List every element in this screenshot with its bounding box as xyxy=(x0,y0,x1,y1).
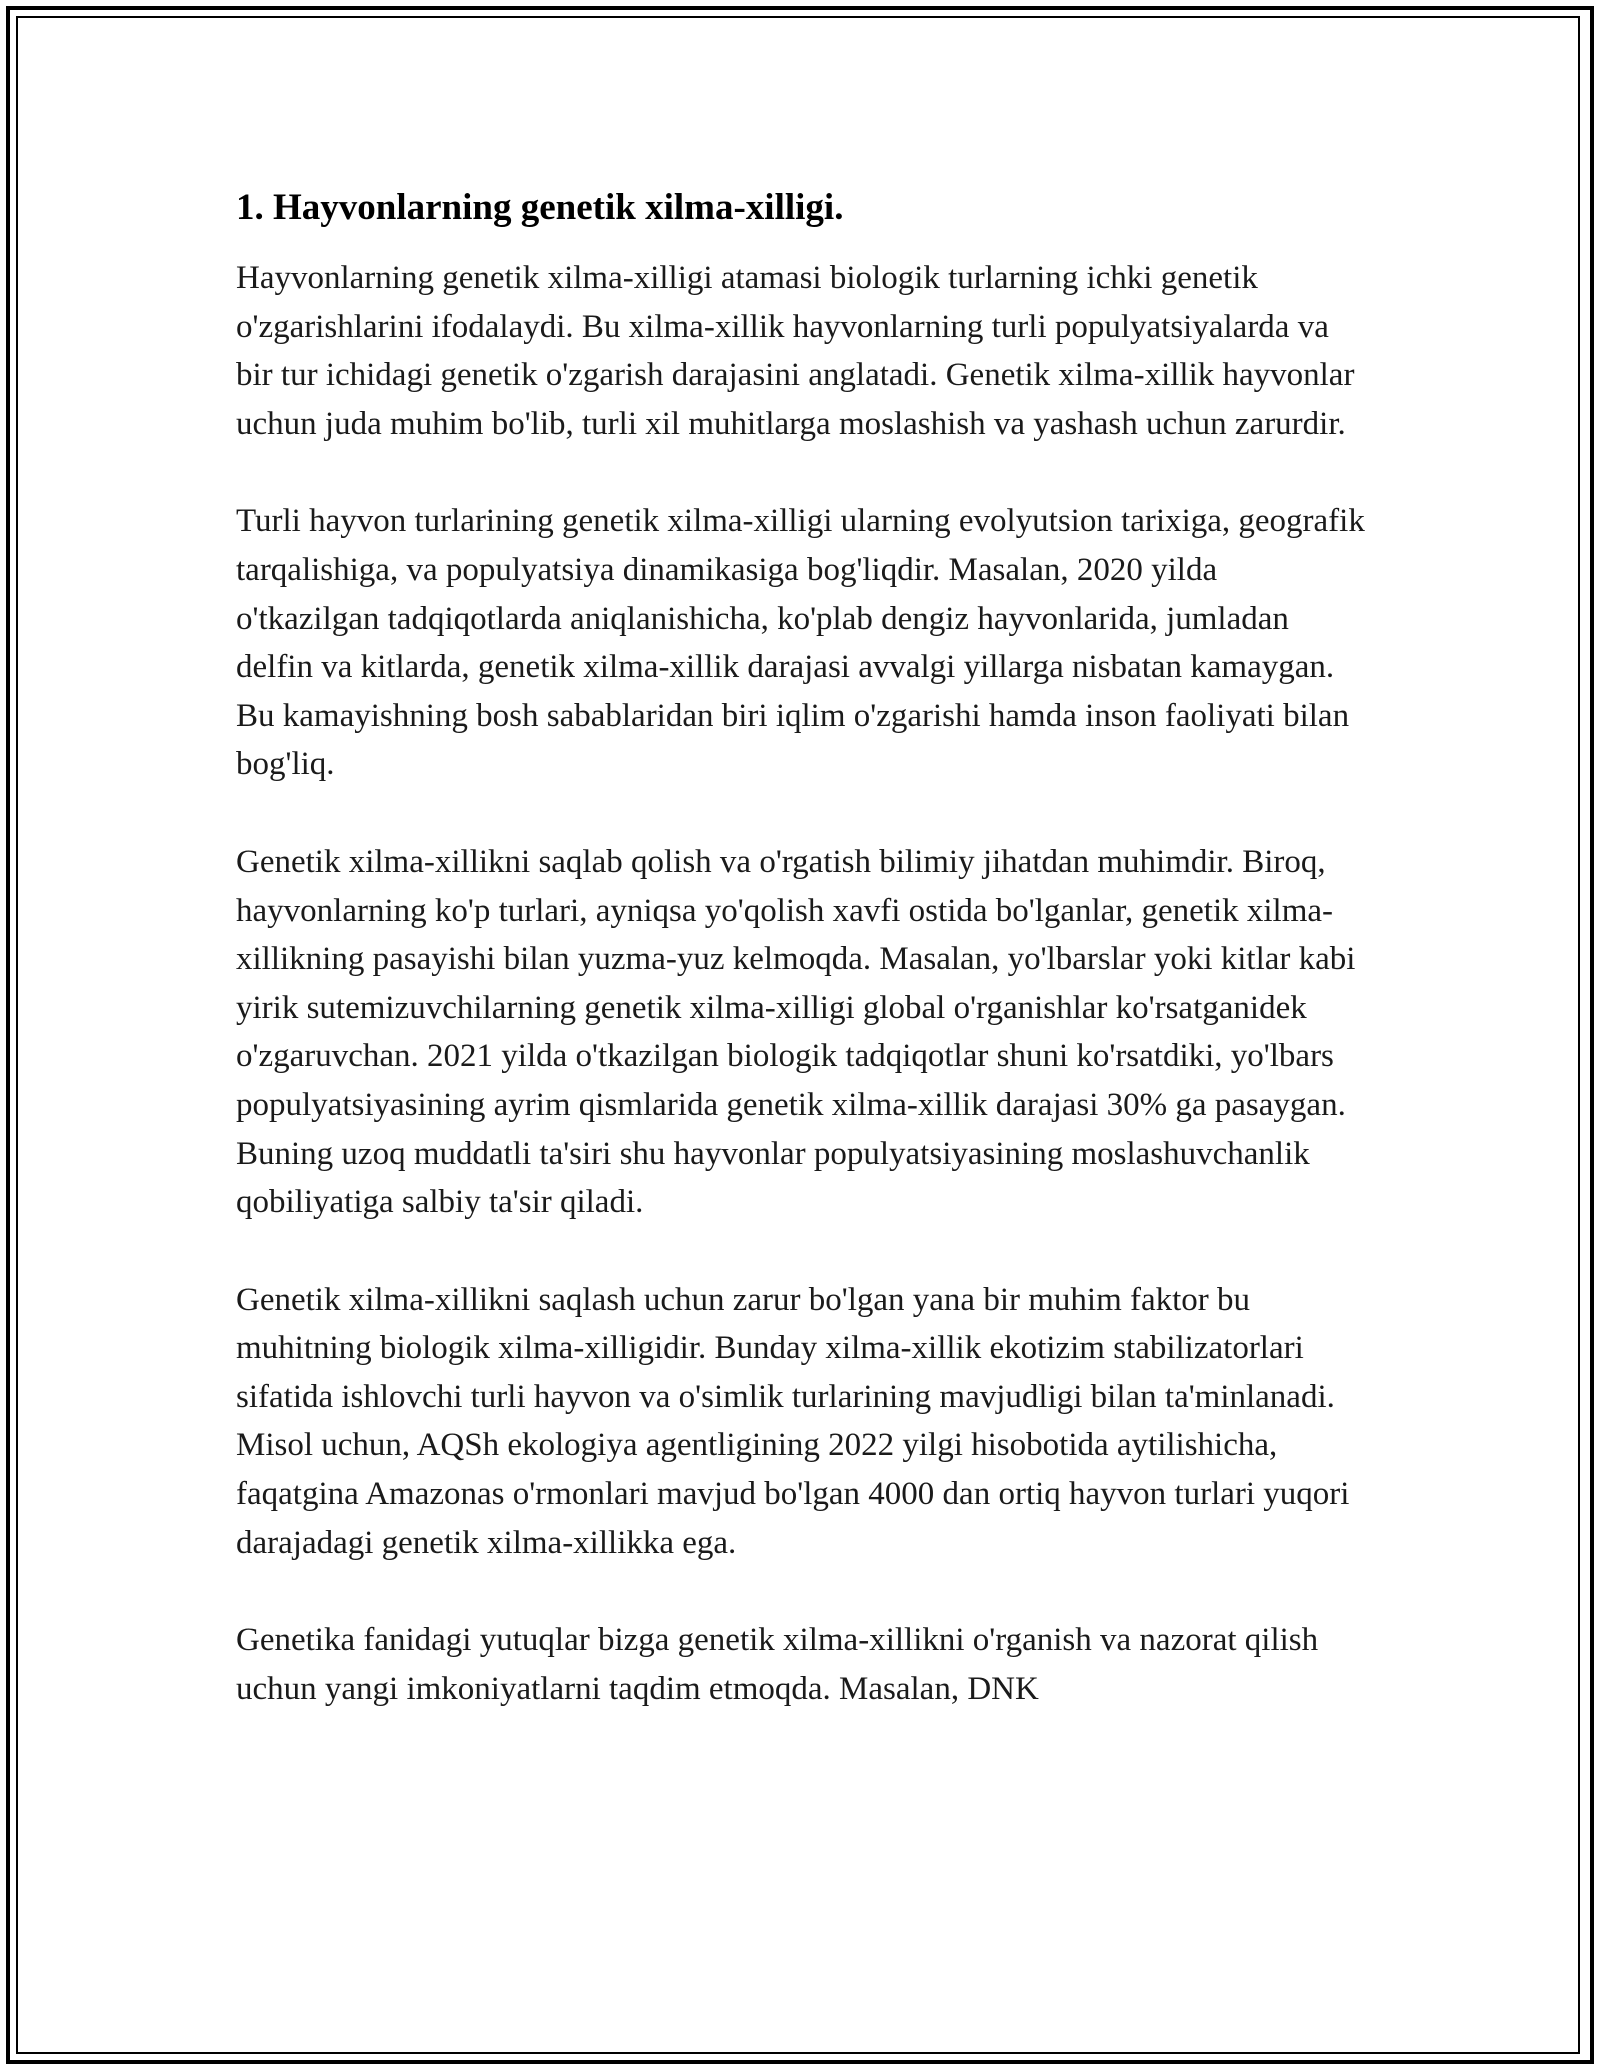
paragraph-5: Genetika fanidagi yutuqlar bizga genetik xilma-xillikni o'rganish va nazorat qilish uchun yangi imkoniyatlarni taqdim etmoqda. Masalan, DNK xyxy=(236,1622,1319,1707)
paragraph-3: Genetik xilma-xillikni saqlab qolish va o'rgatish bilimiy jihatdan muhimdir. Biroq, hayvonlarning ko'p turlari, ayniqsa yo'qolish xavfi ostida bo'lganlar, genetik xilma-xillikning pasayishi bilan yuzma-yuz kelmoqda. Masalan, yo'lbarslar yoki kitlar kabi yirik sutemizuvchilarning genetik xilma-xilligi global o'rganishlar ko'rsatganidek o'zgaruvchan. 2021 yilda o'tkazilgan biologik tadqiqotlar shuni ko'rsatdiki, yo'lbars populyatsiyasining ayrim qismlarida genetik xilma-xillik darajasi 30% ga pasaygan. Buning uzoq muddatli ta'siri shu hayvonlar populyatsiyasining moslashuvchanlik qobiliyatiga salbiy ta'sir qiladi. xyxy=(236,843,1356,1221)
document-body xyxy=(236,186,1366,1762)
paragraph-1: Hayvonlarning genetik xilma-xilligi atamasi biologik turlarning ichki genetik o'zgarishlarini ifodalaydi. Bu xilma-xillik hayvonlarning turli populyatsiyalarda va bir tur ichidagi genetik o'zgarish darajasini anglatadi. Genetik xilma-xillik hayvonlar uchun juda muhim bo'lib, turli xil muhitlarga moslashish va yashash uchun zarurdir. xyxy=(236,260,1355,442)
paragraph-2: Turli hayvon turlarining genetik xilma-xilligi ularning evolyutsion tarixiga, geografik tarqalishiga, va populyatsiya dinamikasiga bog'liqdir. Masalan, 2020 yilda o'tkazilgan tadqiqotlarda aniqlanishicha, ko'plab dengiz hayvonlarida, jumladan delfin va kitlarda, genetik xilma-xillik darajasi avvalgi yillarga nisbatan kamaygan. Bu kamayishning bosh sabablaridan biri iqlim o'zgarishi hamda inson faoliyati bilan bog'liq. xyxy=(236,503,1365,783)
section-heading: 1. Hayvonlarning genetik xilma-xilligi. xyxy=(236,187,844,228)
paragraph-4: Genetik xilma-xillikni saqlash uchun zarur bo'lgan yana bir muhim faktor bu muhitning biologik xilma-xilligidir. Bunday xilma-xillik ekotizim stabilizatorlari sifatida ishlovchi turli hayvon va o'simlik turlarining mavjudligi bilan ta'minlanadi. Misol uchun, AQSh ekologiya agentligining 2022 yilgi hisobotida aytilishicha, faqatgina Amazonas o'rmonlari mavjud bo'lgan 4000 dan ortiq hayvon turlari yuqori darajadagi genetik xilma-xillikka ega. xyxy=(236,1281,1350,1561)
